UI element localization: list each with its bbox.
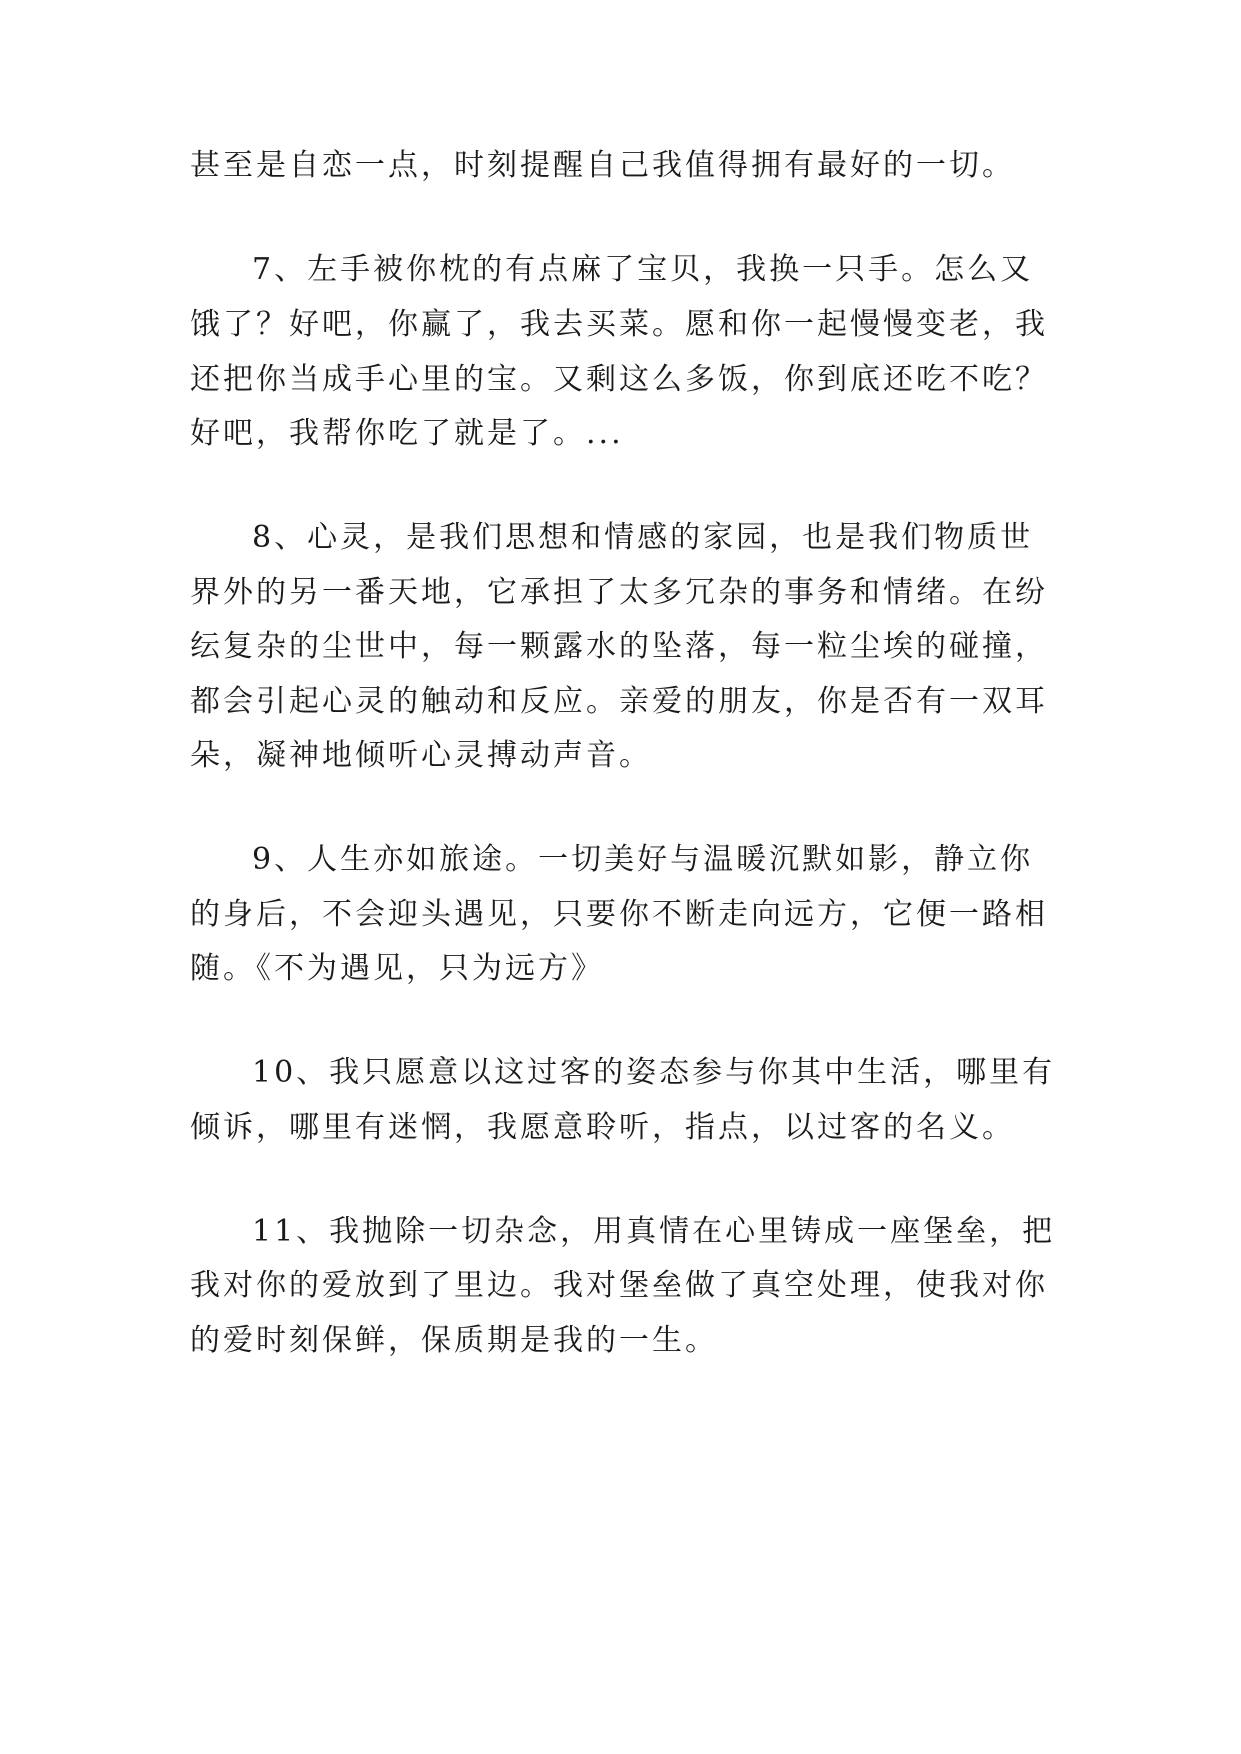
paragraph-9-first-line: 9、人生亦如旅途。一切美好与温暖沉默如影，静立你: [252, 842, 1034, 877]
text-line: 的身后，不会迎头遇见，只要你不断走向远方，它便一路相: [190, 897, 1048, 932]
paragraph-10-first-line: 10、我只愿意以这过客的姿态参与你其中生活，哪里有: [252, 1055, 1056, 1090]
text-line: 的爱时刻保鲜，保质期是我的一生。: [190, 1323, 718, 1358]
text-line: 纭复杂的尘世中，每一颗露水的坠落，每一粒尘埃的碰撞，: [190, 629, 1048, 664]
text-line: 甚至是自恋一点，时刻提醒自己我值得拥有最好的一切。: [190, 148, 1015, 183]
text-line: 都会引起心灵的触动和反应。亲爱的朋友，你是否有一双耳: [190, 684, 1048, 719]
text-line: 还把你当成手心里的宝。又剩这么多饭，你到底还吃不吃？: [190, 362, 1048, 397]
paragraph-8-first-line: 8、心灵，是我们思想和情感的家园，也是我们物质世: [252, 520, 1034, 555]
text-line: 随。《不为遇见，只为远方》: [190, 951, 604, 986]
text-line: 倾诉，哪里有迷惘，我愿意聆听，指点，以过客的名义。: [190, 1110, 1015, 1145]
text-line: 饿了？好吧，你赢了，我去买菜。愿和你一起慢慢变老，我: [190, 307, 1048, 342]
paragraph-11-first-line: 11、我抛除一切杂念，用真情在心里铸成一座堡垒，把: [252, 1214, 1056, 1249]
text-line: 界外的另一番天地，它承担了太多冗杂的事务和情绪。在纷: [190, 575, 1048, 610]
text-line: 好吧，我帮你吃了就是了。...: [190, 416, 624, 451]
paragraph-7-first-line: 7、左手被你枕的有点麻了宝贝，我换一只手。怎么又: [252, 252, 1034, 287]
text-line: 我对你的爱放到了里边。我对堡垒做了真空处理，使我对你: [190, 1268, 1048, 1303]
text-line: 朵，凝神地倾听心灵搏动声音。: [190, 738, 652, 773]
